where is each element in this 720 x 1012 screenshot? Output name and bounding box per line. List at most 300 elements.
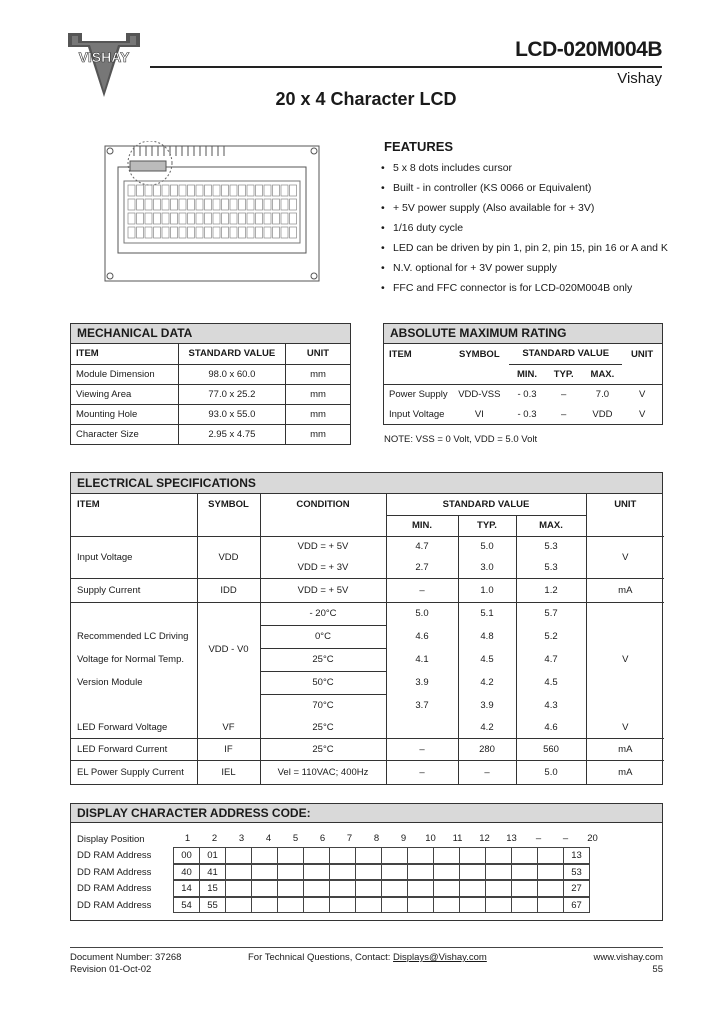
column-header: CONDITION (260, 494, 386, 515)
address-cell (303, 864, 330, 881)
contact-email-link[interactable]: Displays@Vishay.com (393, 952, 487, 963)
contact-prefix: For Technical Questions, Contact: (248, 952, 394, 963)
address-cell (537, 880, 564, 897)
cell: Viewing Area (71, 384, 178, 404)
item-line: Version Module (77, 677, 143, 689)
cell: 3.7 (386, 694, 458, 717)
character-cell (171, 199, 178, 210)
character-cell (239, 213, 246, 224)
character-cell (145, 227, 152, 238)
cell: VI (474, 408, 484, 420)
character-cell (273, 185, 280, 196)
address-cell (355, 897, 382, 914)
character-cell (162, 199, 169, 210)
character-cell (179, 227, 186, 238)
absolute-max-rating-table (383, 323, 663, 425)
address-cell: 00 (173, 847, 200, 864)
character-cell (247, 185, 254, 196)
address-cell (251, 864, 278, 881)
character-cell (239, 227, 246, 238)
electrical-specifications-table (70, 472, 663, 785)
section-title: DISPLAY CHARACTER ADDRESS CODE: (71, 804, 662, 823)
character-cell (179, 199, 186, 210)
cell: 3.0 (458, 557, 516, 578)
item-line: Recommended LC Driving (77, 631, 189, 643)
address-cell (485, 897, 512, 914)
character-cell (128, 213, 135, 224)
cell: 4.6 (386, 625, 458, 648)
address-cell (355, 864, 382, 881)
cell: 4.3 (516, 694, 586, 717)
character-cell (128, 185, 135, 196)
position-cell: 11 (452, 833, 463, 844)
table-row (384, 404, 662, 424)
character-cell (222, 185, 229, 196)
position-cell: 12 (479, 833, 490, 844)
address-cell (433, 864, 460, 881)
column-header: MIN. (386, 515, 458, 536)
cell: mA (586, 578, 664, 602)
character-cell (196, 185, 203, 196)
position-cell: 2 (211, 833, 218, 844)
character-cell (145, 213, 152, 224)
list-item: • LED can be driven by pin 1, pin 2, pin 15, pin 16 or A and K (381, 242, 668, 254)
address-row (77, 864, 606, 881)
character-cell (205, 227, 212, 238)
cell: 2.7 (386, 557, 458, 578)
position-cell: 6 (319, 833, 326, 844)
part-number: LCD-020M004B (515, 38, 662, 61)
address-row (77, 897, 606, 914)
cell: - 0.3 (517, 408, 537, 420)
column-header: ITEM (77, 499, 100, 510)
address-cell: 41 (199, 864, 226, 881)
address-cell (225, 864, 252, 881)
cell: mm (286, 364, 350, 384)
address-cells (174, 865, 590, 881)
character-cell (162, 213, 169, 224)
address-cell (433, 897, 460, 914)
address-cell (407, 864, 434, 881)
character-cell (188, 185, 195, 196)
address-cell (459, 847, 486, 864)
address-cell (303, 847, 330, 864)
cell: VDD = + 5V (260, 578, 386, 602)
address-cell (303, 897, 330, 914)
cell: - 20°C (260, 602, 386, 625)
row-label: DD RAM Address (77, 899, 152, 911)
character-cell (213, 213, 220, 224)
absolute-max-note: NOTE: VSS = 0 Volt, VDD = 5.0 Volt (384, 434, 538, 445)
character-cell (188, 199, 195, 210)
character-cell (145, 185, 152, 196)
position-cell: 3 (238, 833, 245, 844)
cell: 3.9 (386, 671, 458, 694)
character-cell (128, 227, 135, 238)
revision: Revision 01-Oct-02 (70, 964, 152, 975)
character-cell (137, 227, 144, 238)
address-cell (225, 847, 252, 864)
cell: 4.1 (386, 648, 458, 671)
address-cell: 15 (199, 880, 226, 897)
address-cell: 55 (199, 897, 226, 914)
manufacturer-name: Vishay (617, 70, 662, 87)
character-cell (290, 227, 297, 238)
character-cell (213, 227, 220, 238)
column-header: ITEM (389, 348, 412, 360)
address-cell (251, 847, 278, 864)
position-row (77, 831, 606, 848)
cell: 4.2 (458, 671, 516, 694)
table-row (71, 384, 350, 404)
cell: 4.2 (458, 717, 516, 738)
cell: 25°C (260, 648, 386, 671)
cell: VDD (197, 536, 260, 578)
table-row (71, 602, 664, 625)
cell (386, 717, 458, 738)
cell: V (586, 536, 664, 578)
character-cell (281, 213, 288, 224)
list-item: • 1/16 duty cycle (381, 222, 464, 234)
character-cell (222, 227, 229, 238)
cell: 5.1 (458, 602, 516, 625)
cell: V (586, 602, 664, 717)
cell: mA (586, 738, 664, 760)
address-cell (277, 897, 304, 914)
header-rule (150, 66, 662, 68)
character-cell (230, 199, 237, 210)
character-cell (264, 213, 271, 224)
mechanical-data-table (70, 323, 351, 445)
address-cell (225, 897, 252, 914)
address-cell: 13 (563, 847, 590, 864)
character-cell (154, 199, 161, 210)
character-cell (281, 199, 288, 210)
position-cells (174, 831, 606, 848)
character-cell (230, 227, 237, 238)
position-cell: 8 (373, 833, 380, 844)
address-cells (174, 898, 590, 914)
address-cell (329, 897, 356, 914)
address-cell (537, 864, 564, 881)
character-cell (222, 199, 229, 210)
cell: LED Forward Current (71, 738, 197, 760)
character-cell (273, 213, 280, 224)
position-cell: 1 (184, 833, 191, 844)
cell: 5.3 (516, 536, 586, 557)
address-cell (329, 880, 356, 897)
character-cell (230, 213, 237, 224)
cell: – (386, 578, 458, 602)
character-cell (205, 213, 212, 224)
address-cell (459, 897, 486, 914)
cell: mm (286, 424, 350, 444)
address-cell (251, 897, 278, 914)
address-cell (329, 864, 356, 881)
address-cell (537, 897, 564, 914)
character-cell (256, 199, 263, 210)
table-row (71, 404, 350, 424)
address-cell (407, 847, 434, 864)
cell: mA (586, 760, 664, 784)
features-list (381, 161, 681, 301)
character-cell (196, 199, 203, 210)
address-cell (381, 847, 408, 864)
character-cell (230, 185, 237, 196)
address-cell (251, 880, 278, 897)
address-cell: 14 (173, 880, 200, 897)
column-header: MIN. (516, 368, 538, 380)
cell: 560 (516, 738, 586, 760)
cell: mm (286, 384, 350, 404)
character-cell (239, 199, 246, 210)
document-number: Document Number: 37268 (70, 952, 182, 963)
column-header: UNIT (586, 494, 664, 515)
cell: 77.0 x 25.2 (178, 384, 285, 404)
address-cell: 27 (563, 880, 590, 897)
table-row (384, 384, 662, 404)
cell: 50°C (260, 671, 386, 694)
cell: 5.3 (516, 557, 586, 578)
address-cell: 54 (173, 897, 200, 914)
character-cell (188, 213, 195, 224)
cell: VDD (592, 408, 613, 420)
address-cell (459, 864, 486, 881)
character-cell (290, 199, 297, 210)
cell: 98.0 x 60.0 (178, 364, 285, 384)
section-title: ELECTRICAL SPECIFICATIONS (71, 473, 662, 494)
column-header: UNIT (286, 344, 350, 364)
character-cell (137, 213, 144, 224)
cell: VDD = + 5V (260, 536, 386, 557)
position-cell: 7 (346, 833, 353, 844)
address-cell (355, 880, 382, 897)
table-row (71, 364, 350, 384)
address-row (77, 848, 606, 865)
address-cell (459, 880, 486, 897)
cell: 4.5 (516, 671, 586, 694)
column-header: ITEM (76, 348, 99, 360)
cell: – (386, 760, 458, 784)
character-cell (154, 213, 161, 224)
cell: V (638, 408, 646, 420)
cell: – (386, 738, 458, 760)
character-cell (281, 227, 288, 238)
address-cell (381, 897, 408, 914)
address-cell (329, 847, 356, 864)
footer-rule (70, 947, 663, 948)
column-header: STANDARD VALUE (509, 344, 622, 364)
address-cell (277, 864, 304, 881)
page-number: 55 (652, 964, 663, 975)
column-header: SYMBOL (458, 348, 500, 360)
list-item: • + 5V power supply (Also available for + 3V) (381, 202, 595, 214)
character-cell (179, 185, 186, 196)
cell: 4.6 (516, 717, 586, 738)
cell: 7.0 (583, 384, 623, 404)
cell: Character Size (71, 424, 178, 444)
cell: IDD (197, 578, 260, 602)
lcd-module-drawing (104, 141, 320, 287)
character-cell (188, 227, 195, 238)
table-row (71, 738, 664, 760)
character-cell (196, 213, 203, 224)
section-title: ABSOLUTE MAXIMUM RATING (384, 324, 662, 344)
cell: VDD - V0 (197, 602, 260, 717)
column-header: MAX. (516, 515, 586, 536)
position-cell: 4 (265, 833, 272, 844)
address-cell (433, 880, 460, 897)
cell: IF (197, 738, 260, 760)
address-cell (511, 847, 538, 864)
cell: Power Supply (384, 384, 449, 404)
document-title: 20 x 4 Character LCD (275, 89, 457, 109)
character-cell (171, 213, 178, 224)
cell: 4.7 (386, 536, 458, 557)
position-cell: 20 (587, 833, 598, 844)
character-cell (247, 199, 254, 210)
row-label: DD RAM Address (77, 866, 152, 878)
cell: 25°C (260, 738, 386, 760)
cell: 70°C (260, 694, 386, 717)
cell: - 0.3 (509, 384, 545, 404)
character-cell (290, 185, 297, 196)
character-cell (247, 213, 254, 224)
character-cell (137, 199, 144, 210)
address-cells (174, 881, 590, 897)
address-cell (277, 880, 304, 897)
website[interactable]: www.vishay.com (593, 952, 663, 963)
character-cell (171, 185, 178, 196)
table-row (71, 717, 664, 738)
character-cell (290, 213, 297, 224)
cell: IEL (197, 760, 260, 784)
character-cell (264, 227, 271, 238)
character-cell (256, 227, 263, 238)
character-cell (162, 185, 169, 196)
address-cell (485, 864, 512, 881)
character-cell (273, 199, 280, 210)
character-cell (196, 227, 203, 238)
cell: – (545, 384, 583, 404)
address-cell (355, 847, 382, 864)
character-cell (128, 199, 135, 210)
table-row (71, 760, 664, 784)
cell: VDD = + 3V (260, 557, 386, 578)
character-cell (222, 213, 229, 224)
position-cell: 5 (292, 833, 299, 844)
cell: 93.0 x 55.0 (178, 404, 285, 424)
column-header: SYMBOL (197, 494, 260, 515)
cell: 2.95 x 4.75 (178, 424, 285, 444)
column-header: STANDARD VALUE (178, 344, 285, 364)
cell: 5.0 (386, 602, 458, 625)
cell: 1.0 (458, 578, 516, 602)
list-item: • Built - in controller (KS 0066 or Equivalent) (381, 182, 592, 194)
address-cell (485, 880, 512, 897)
character-cell (213, 185, 220, 196)
address-row (77, 881, 606, 898)
address-cell: 01 (199, 847, 226, 864)
cell: 5.0 (458, 536, 516, 557)
address-cell (485, 847, 512, 864)
character-cell (171, 227, 178, 238)
character-cell (145, 199, 152, 210)
vishay-logo (68, 33, 140, 99)
cell: 5.0 (516, 760, 586, 784)
character-cell (213, 199, 220, 210)
character-cell (154, 227, 161, 238)
table-row (71, 424, 350, 444)
column-header: STANDARD VALUE (386, 494, 586, 515)
character-cell (273, 227, 280, 238)
cell: Supply Current (71, 578, 197, 602)
features-title: FEATURES (384, 139, 454, 154)
cell: 25°C (260, 717, 386, 738)
cell: 3.9 (458, 694, 516, 717)
character-cell (205, 199, 212, 210)
address-cell (511, 897, 538, 914)
cell: 1.2 (516, 578, 586, 602)
character-cell (264, 185, 271, 196)
address-cell (407, 897, 434, 914)
cell: V (622, 384, 662, 404)
column-header: TYP. (458, 515, 516, 536)
cell: – (458, 760, 516, 784)
address-cells (174, 848, 590, 864)
cell: 5.2 (516, 625, 586, 648)
cell: 280 (458, 738, 516, 760)
cell: 4.5 (458, 648, 516, 671)
address-cell (511, 864, 538, 881)
cell: 0°C (260, 625, 386, 648)
address-cell: 67 (563, 897, 590, 914)
address-grid (77, 831, 606, 914)
character-cell (239, 185, 246, 196)
address-cell (407, 880, 434, 897)
character-cell (281, 185, 288, 196)
table-row (71, 536, 664, 557)
column-header: UNIT (631, 348, 654, 360)
address-cell (277, 847, 304, 864)
position-cell: 9 (400, 833, 407, 844)
cell: Vel = 110VAC; 400Hz (260, 760, 386, 784)
address-cell (381, 880, 408, 897)
character-cell (256, 213, 263, 224)
list-item: • 5 x 8 dots includes cursor (381, 162, 513, 174)
list-item: • FFC and FFC connector is for LCD-020M004B only (381, 282, 633, 294)
address-cell (537, 847, 564, 864)
cell: VF (197, 717, 260, 738)
address-cell (303, 880, 330, 897)
character-cell (205, 185, 212, 196)
section-title: MECHANICAL DATA (71, 324, 350, 344)
cell: VDD-VSS (449, 384, 509, 404)
position-cell: – (562, 833, 569, 844)
position-cell: 13 (506, 833, 517, 844)
cell: Input Voltage (71, 536, 197, 578)
cell: LED Forward Voltage (77, 721, 168, 733)
cell: V (586, 717, 664, 738)
table-row (71, 578, 664, 602)
character-cell (154, 185, 161, 196)
item-line: Voltage for Normal Temp. (77, 654, 185, 666)
cell: mm (286, 404, 350, 424)
position-label: Display Position (77, 833, 145, 845)
cell: Module Dimension (71, 364, 178, 384)
address-cell (381, 864, 408, 881)
position-cell: 10 (425, 833, 436, 844)
